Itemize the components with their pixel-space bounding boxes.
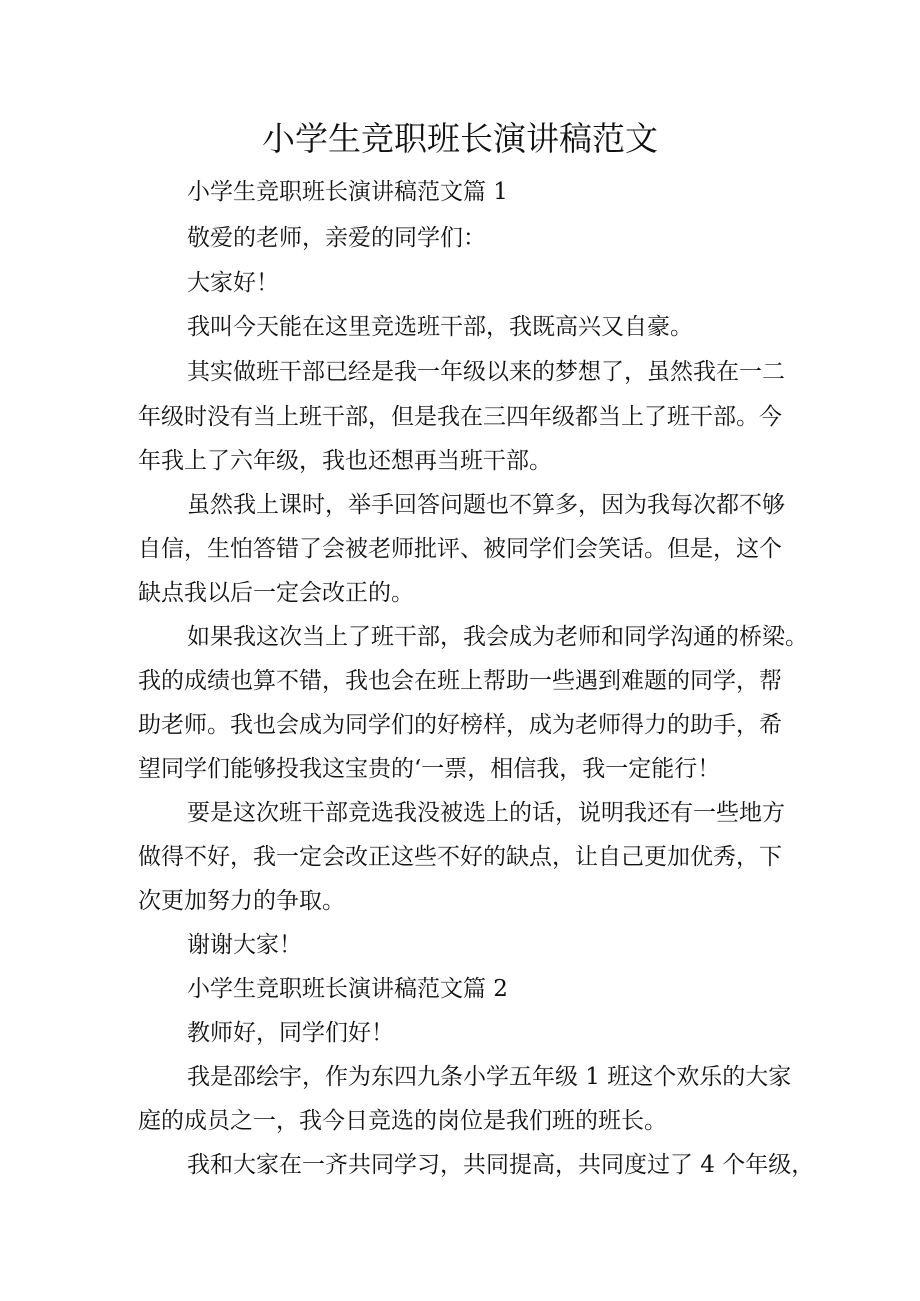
greeting-line: 大家好！: [187, 270, 279, 296]
paragraph-line: 年我上了六年级，我也还想再当班干部。: [138, 448, 552, 474]
paragraph-line: 我叫今天能在这里竞选班干部，我既高兴又自豪。: [187, 314, 693, 340]
paragraph-line: 庭的成员之一，我今日竞选的岗位是我们班的班长。: [138, 1108, 667, 1134]
closing-line: 谢谢大家！: [187, 932, 302, 958]
section-heading-1: 小学生竞职班长演讲稿范文篇 1: [187, 179, 508, 205]
paragraph-line: 缺点我以后一定会改正的。: [138, 580, 414, 606]
paragraph-line: 如果我这次当上了班干部，我会成为老师和同学沟通的桥梁。: [187, 624, 808, 650]
paragraph-line: 做得不好，我一定会改正这些不好的缺点，让自己更加优秀，下: [138, 844, 782, 870]
paragraph-line: 次更加努力的争取。: [138, 888, 345, 914]
paragraph-line: 助老师。我也会成为同学们的好榜样，成为老师得力的助手，希: [138, 712, 782, 738]
paragraph-line: 望同学们能够投我这宝贵的‘一票，相信我，我一定能行！: [138, 756, 721, 782]
paragraph-line: 虽然我上课时，举手回答问题也不算多，因为我每次都不够: [187, 492, 785, 518]
paragraph-line: 我的成绩也算不错，我也会在班上帮助一些遇到难题的同学，帮: [138, 668, 782, 694]
paragraph-line: 其实做班干部已经是我一年级以来的梦想了，虽然我在一二: [187, 359, 785, 385]
paragraph-line: 要是这次班干部竞选我没被选上的话，说明我还有一些地方: [187, 800, 785, 826]
paragraph-line: 我和大家在一齐共同学习，共同提高，共同度过了 4 个年级，: [187, 1152, 815, 1178]
paragraph-line: 年级时没有当上班干部，但是我在三四年级都当上了班干部。今: [138, 404, 782, 430]
paragraph-line: 自信，生怕答错了会被老师批评、被同学们会笑话。但是，这个: [138, 536, 782, 562]
document-title: 小学生竞职班长演讲稿范文: [262, 119, 658, 158]
salutation-line: 敬爱的老师，亲爱的同学们：: [187, 225, 486, 251]
salutation-line: 教师好，同学们好！: [187, 1020, 394, 1046]
section-heading-2: 小学生竞职班长演讲稿范文篇 2: [187, 976, 508, 1002]
paragraph-line: 我是邵绘宇，作为东四九条小学五年级 1 班这个欢乐的大家: [187, 1064, 792, 1090]
